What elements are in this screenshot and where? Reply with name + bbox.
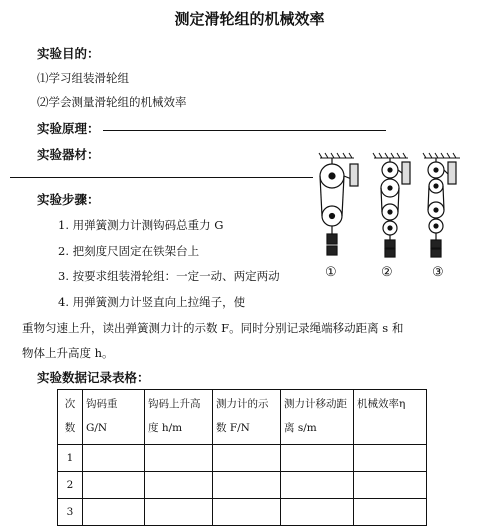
figure-label-1: ① [325,265,337,280]
header-hook-height-line-1: 钩码上升高 [148,398,201,410]
pulley-system-2 [381,158,410,257]
table-heading: 实验数据记录表格： [37,370,150,385]
purpose-item-1: ⑴学习组装滑轮组 [37,71,129,85]
cell-distance [281,499,354,526]
cell-weight [83,499,145,526]
cell-efficiency [354,445,427,472]
step-4: 4. 用弹簧测力计竖直向上拉绳子，使 [58,295,246,309]
figure-label-2: ② [381,265,393,280]
pulley-systems-figure [314,150,486,262]
principle-blank-line [103,130,386,131]
table-row [58,445,427,472]
row-number: 2 [58,472,83,499]
table-row [58,472,427,499]
figure-label-3: ③ [432,265,444,280]
step-4-continuation-1: 重物匀速上升，读出弹簧测力计的示数 F。同时分别记录绳端移动距离 s 和 [22,321,404,335]
equipment-blank-line [10,177,313,178]
header-force-line-2: 数 F/N [216,422,250,434]
row-number: 1 [58,445,83,472]
header-efficiency-line-1: 机械效率η [357,398,406,410]
principle-heading: 实验原理： [37,121,100,136]
step-2: 2. 把刻度尺固定在铁架台上 [58,244,200,258]
header-weight-line-1: 钩码重 G/N [86,398,118,434]
steps-heading: 实验步骤： [37,192,100,207]
header-distance [281,390,354,445]
step-3: 3. 按要求组装滑轮组：一定一动、两定两动 [58,269,280,283]
table-row [58,499,427,526]
cell-distance [281,472,354,499]
cell-force [213,499,281,526]
header-hook-height [145,390,213,445]
cell-distance [281,445,354,472]
table-header-row [58,390,427,445]
cell-hook-height [145,445,213,472]
cell-force [213,472,281,499]
cell-efficiency [354,499,427,526]
header-trial-line-1: 次 [64,398,76,410]
row-number: 3 [58,499,83,526]
header-distance-line-2: 离 s/m [284,422,317,434]
header-force-line-1: 测力计的示 [216,398,269,410]
header-trial-line-2: 数 [64,422,76,434]
pulley-system-3 [428,158,456,257]
data-record-table [57,389,427,526]
header-hook-height-line-2: 度 h/m [148,422,183,434]
cell-weight [83,445,145,472]
step-1: 1. 用弹簧测力计测钩码总重力 G [58,218,224,232]
cell-weight [83,472,145,499]
page-title: 测定滑轮组的机械效率 [174,10,325,28]
step-4-continuation-2: 物体上升高度 h。 [22,346,114,360]
equipment-heading: 实验器材： [37,147,100,162]
cell-hook-height [145,499,213,526]
cell-efficiency [354,472,427,499]
pulley-system-1 [320,158,358,255]
header-efficiency [354,390,427,445]
cell-force [213,445,281,472]
header-distance-line-1: 测力计移动距 [284,398,347,410]
header-trial [58,390,83,445]
purpose-item-2: ⑵学会测量滑轮组的机械效率 [37,95,187,109]
cell-hook-height [145,472,213,499]
header-weight [83,390,145,445]
purpose-heading: 实验目的： [37,46,100,61]
header-force [213,390,281,445]
